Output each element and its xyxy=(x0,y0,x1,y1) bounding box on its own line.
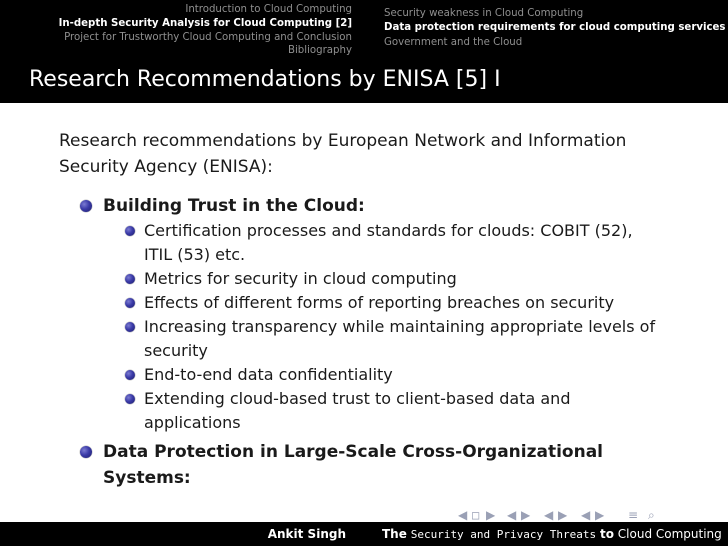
footer-title-cloud: Cloud Computing xyxy=(617,527,722,541)
subsection-right-icon[interactable]: ▶ xyxy=(595,508,605,522)
nav-item-trustworthy-project[interactable]: Project for Trustworthy Cloud Computing and Conclusion xyxy=(64,32,352,43)
section-heading-line-2: Systems: xyxy=(103,468,191,488)
bullet-icon xyxy=(80,446,92,458)
list-item-line-2: security xyxy=(144,341,208,360)
author-name: Ankit Singh xyxy=(267,527,346,541)
page-title: Research Recommendations by ENISA [5] I xyxy=(29,67,501,92)
bullet-icon xyxy=(125,394,135,404)
section-heading-data-protection xyxy=(103,439,603,491)
nav-item-government-cloud[interactable]: Government and the Cloud xyxy=(384,37,523,48)
frame-right-icon[interactable]: ▶ xyxy=(521,508,531,522)
list-item xyxy=(144,291,614,315)
header-bar xyxy=(0,0,728,57)
triangle-right-icon[interactable]: ▶ xyxy=(486,508,496,522)
frame-title-bar xyxy=(0,57,728,103)
list-item-line-1: End-to-end data confidentiality xyxy=(144,365,393,384)
nav-item-security-weakness[interactable]: Security weakness in Cloud Computing xyxy=(384,8,584,19)
section-heading-building-trust xyxy=(103,193,365,219)
list-item-line-1: Increasing transparency while maintaining appropriate levels of xyxy=(144,317,656,336)
list-item-line-1: Metrics for security in cloud computing xyxy=(144,269,457,288)
search-icon[interactable]: ⌕ xyxy=(648,508,655,522)
list-item-line-2: ITIL (53) etc. xyxy=(144,245,246,264)
list-item xyxy=(144,219,633,267)
list-item xyxy=(144,387,570,435)
align-icon[interactable]: ≡ xyxy=(628,508,639,522)
subsection-left-icon[interactable]: ◀ xyxy=(581,508,591,522)
footer-bar xyxy=(0,522,728,546)
list-item-line-1: Extending cloud-based trust to client-based data and xyxy=(144,389,571,408)
footer-title-the: The xyxy=(382,527,407,541)
bullet-icon xyxy=(125,298,135,308)
footer-title xyxy=(382,526,722,543)
box-left-icon[interactable]: □ xyxy=(472,508,480,522)
bullet-icon xyxy=(125,322,135,332)
list-item xyxy=(144,267,457,291)
bullet-icon xyxy=(125,274,135,284)
list-item xyxy=(144,315,655,363)
footer-title-mono: Security and Privacy Threats xyxy=(410,528,597,541)
list-item xyxy=(144,363,393,387)
slide-content xyxy=(0,103,728,516)
section-navigation-left xyxy=(0,0,364,57)
nav-item-data-protection[interactable]: Data protection requirements for cloud computing services xyxy=(384,22,726,33)
section-left-icon[interactable]: ◀ xyxy=(544,508,554,522)
footer-title-to: to xyxy=(599,527,614,541)
bullet-icon xyxy=(80,200,92,212)
intro-line-2: Security Agency (ENISA): xyxy=(59,157,273,177)
triangle-left-icon[interactable]: ◀ xyxy=(458,508,468,522)
intro-text xyxy=(59,128,699,180)
list-item-line-1: Certification processes and standards for clouds: COBIT (52), xyxy=(144,221,633,240)
bullet-icon xyxy=(125,370,135,380)
nav-item-bibliography[interactable]: Bibliography xyxy=(287,45,352,56)
footer-right xyxy=(364,522,728,546)
section-heading-line-1: Data Protection in Large-Scale Cross-Organizational xyxy=(103,442,604,462)
subsection-navigation-right xyxy=(364,0,728,57)
intro-line-1: Research recommendations by European Network and Information xyxy=(59,131,627,151)
nav-item-security-analysis[interactable]: In-depth Security Analysis for Cloud Computing [2] xyxy=(58,18,352,29)
frame-left-icon[interactable]: ◀ xyxy=(507,508,517,522)
section-heading-text: Building Trust in the Cloud: xyxy=(103,196,365,216)
list-item-line-1: Effects of different forms of reporting breaches on security xyxy=(144,293,615,312)
footer-left xyxy=(0,522,364,546)
list-item-line-2: applications xyxy=(144,413,241,432)
nav-item-introduction[interactable]: Introduction to Cloud Computing xyxy=(185,4,352,15)
bullet-icon xyxy=(125,226,135,236)
section-right-icon[interactable]: ▶ xyxy=(558,508,568,522)
